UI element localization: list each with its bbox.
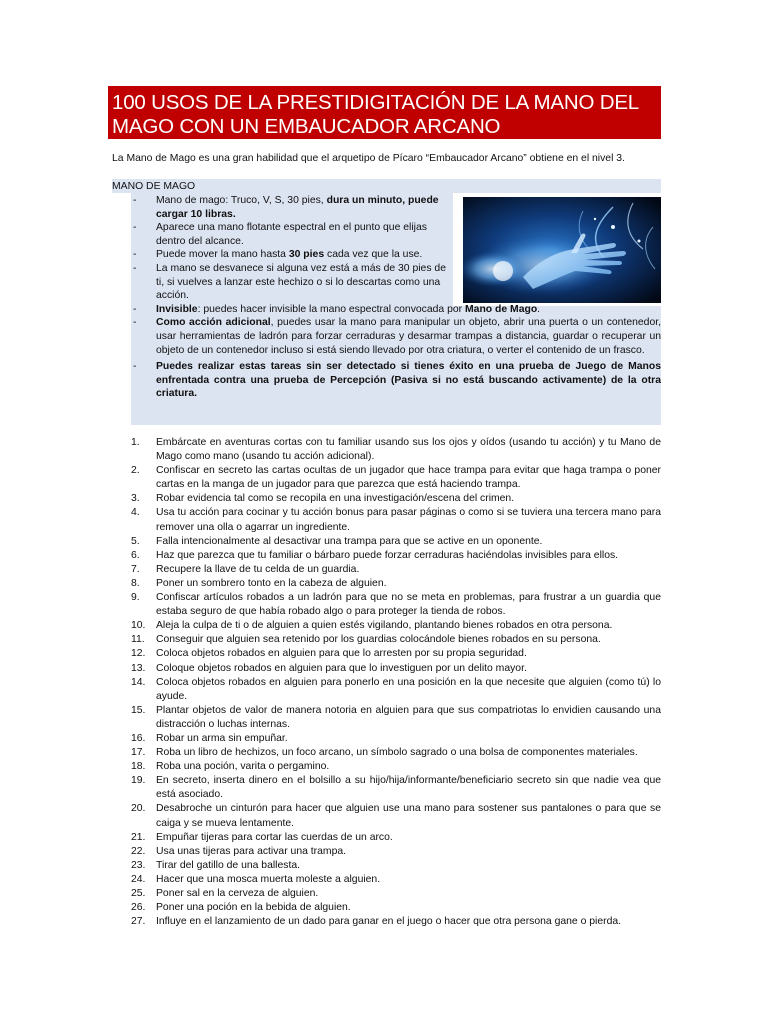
list-item-number: 27. [131,916,146,928]
list-item [131,506,661,534]
list-item-text: Confiscar artículos robados a un ladrón para que no se meta en problemas, para frustrar a un guardia que estaba seguro de que había robado algo o para proteger la tienda de robos. [156,592,661,618]
list-item-text: Poner sal en la cerveza de alguien. [156,888,319,899]
list-item-number: 1. [131,437,140,448]
list-item-number: 15. [131,704,146,716]
list-item-number: 8. [131,577,140,589]
list-item-text: Roba un libro de hechizos, un foco arcano, un símbolo sagrado o una bolsa de componentes materiales. [156,747,638,759]
list-item [131,563,661,577]
list-item-text: Usa unas tijeras para activar una trampa. [156,845,347,857]
bullet-item: - Como acción adicional, puedes usar la mano para manipular un objeto, abrir una puerta o un contenedor, usar herramientas de ladrón para forzar cerraduras y desarmar trampas a distancia, guardar o recuperar un objeto de un contenedor incluso si está siendo llevado por otra criatura, o verter el contenido de un frasco. [133,317,661,356]
section-heading: MANO DE MAGO [112,181,196,192]
list-item-text: Roba una poción, varita o pergamino. [156,761,330,773]
list-item [131,859,661,873]
list-item [131,647,661,661]
uses-numbered-list [131,436,661,929]
list-item-number: 10. [131,620,146,632]
intro-paragraph: La Mano de Mago es una gran habilidad que el arquetipo de Pícaro “Embaucador Arcano” obtiene en el nivel 3. [112,153,625,164]
list-item-number: 21. [131,831,146,843]
list-item-text: En secreto, inserta dinero en el bolsillo a su hijo/hija/informante/beneficiario secreto sin que nadie vea que está asociado. [156,775,661,801]
list-item-text: Desabroche un cinturón para hacer que alguien use una mano para sostener sus pantalones o para que se caiga y se mueva lentamente. [156,803,661,829]
list-item-text: Falla intencionalmente al desactivar una trampa para que se active en un oponente. [156,535,543,547]
bullet-item: - Puedes realizar estas tareas sin ser detectado si tienes éxito en una prueba de Juego de Manos enfrentada contra una prueba de Percepción (Pasiva si no está buscando activamente) de la otra criatura. [133,361,661,400]
list-item [131,662,661,676]
list-item [131,901,661,915]
list-item [131,619,661,633]
list-item-number: 11. [131,634,145,646]
list-item-text: Influye en el lanzamiento de un dado para ganar en el juego o hacer que otra persona gane o pierda. [156,916,622,928]
list-item-number: 17. [131,747,146,759]
list-item [131,915,661,929]
list-item-text: Aleja la culpa de ti o de alguien a quien estés vigilando, plantando bienes robados en otra persona. [156,620,613,632]
list-item [131,535,661,549]
list-item [131,760,661,774]
page-title: 100 USOS DE LA PRESTIDIGITACIÓN DE LA MANO DEL MAGO CON UN EMBAUCADOR ARCANO [108,86,661,139]
bullet-item: - Invisible: puedes hacer invisible la mano espectral convocada por Mano de Mago. [133,303,541,315]
list-item-number: 12. [131,648,146,660]
list-item-number: 24. [131,873,146,885]
list-item-text: Conseguir que alguien sea retenido por los guardias colocándole bienes robados en su persona. [156,634,601,646]
list-item-text: Poner una poción en la bebida de alguien. [156,902,351,914]
list-item-text: Hacer que una mosca muerta moleste a alguien. [156,873,381,885]
list-item-number: 26. [131,902,146,914]
list-item-number: 22. [131,845,146,857]
list-item [131,591,661,619]
list-item [131,746,661,760]
list-item-number: 6. [131,549,140,561]
list-item-text: Tirar del gatillo de una ballesta. [156,859,301,871]
list-item [131,887,661,901]
list-item-text: Plantar objetos de valor de manera notoria en alguien para que sus compatriotas lo envidien causando una distracción o luchas internas. [156,704,661,730]
list-item [131,774,661,802]
list-item [131,549,661,563]
list-item-number: 2. [131,465,140,477]
list-item-text: Embárcate en aventuras cortas con tu familiar usando sus los ojos y oídos (usando tu acción) y tu Mano de Mago como mano (usando tu acción adicional). [156,437,661,463]
list-item-number: 23. [131,859,146,871]
bullet-item: - Aparece una mano flotante espectral en el punto que elijas dentro del alcance. [133,222,427,247]
list-item-number: 20. [131,803,146,815]
list-item-text: Coloca objetos robados en alguien para que lo arresten por su propia seguridad. [156,648,527,660]
list-item [131,704,661,732]
list-item [131,732,661,746]
list-item-number: 9. [131,592,140,604]
list-item [131,676,661,704]
list-item-number: 25. [131,888,146,899]
list-item-text: Coloca objetos robados en alguien para ponerlo en una posición en la que necesite que alguien (como tú) lo ayude. [156,676,661,702]
mano-de-mago-bullet-list [131,194,661,401]
list-item-text: Recupere la llave de tu celda de un guardia. [156,563,360,575]
list-item-text: Robar un arma sin empuñar. [156,732,288,744]
list-item [131,845,661,859]
list-item-number: 18. [131,761,146,773]
list-item-text: Robar evidencia tal como se recopila en una investigación/escena del crimen. [156,493,515,505]
list-item-text: Confiscar en secreto las cartas ocultas de un jugador que hace trampa para evitar que haga trampa o poner cartas en la manga de un jugador para que parezca que está haciendo trampa. [156,465,661,491]
list-item [131,577,661,591]
list-item [131,633,661,647]
list-item-number: 19. [131,775,146,787]
list-item-text: Empuñar tijeras para cortar las cuerdas de un arco. [156,831,393,843]
bullet-item: - Mano de mago: Truco, V, S, 30 pies, dura un minuto, puede cargar 10 libras. [133,195,439,220]
list-item-number: 13. [131,662,146,674]
list-item-number: 4. [131,507,140,519]
list-item-number: 7. [131,563,140,575]
list-item-text: Usa tu acción para cocinar y tu acción bonus para pasar páginas o como si se tuviera una tercera mano para remover una olla o agarrar un ingrediente. [156,507,661,533]
bullet-item: - Puede mover la mano hasta 30 pies cada vez que la use. [133,249,423,261]
list-item-text: Coloque objetos robados en alguien para que lo investiguen por un delito mayor. [156,662,527,674]
list-item-text: Poner un sombrero tonto en la cabeza de alguien. [156,577,387,589]
list-item [131,831,661,845]
list-item [131,492,661,506]
bullet-item: - La mano se desvanece si alguna vez está a más de 30 pies de ti, si vuelves a lanzar este hechizo o si lo descartas como una acción. [133,262,446,302]
list-item-number: 5. [131,535,140,547]
list-item-number: 14. [131,676,146,688]
list-item-text: Haz que parezca que tu familiar o bárbaro puede forzar cerraduras haciéndolas invisibles para ellos. [156,549,619,561]
list-item [131,873,661,887]
list-item-number: 3. [131,493,140,505]
list-item-number: 16. [131,732,146,744]
list-item [131,436,661,464]
list-item [131,464,661,492]
list-item [131,802,661,830]
